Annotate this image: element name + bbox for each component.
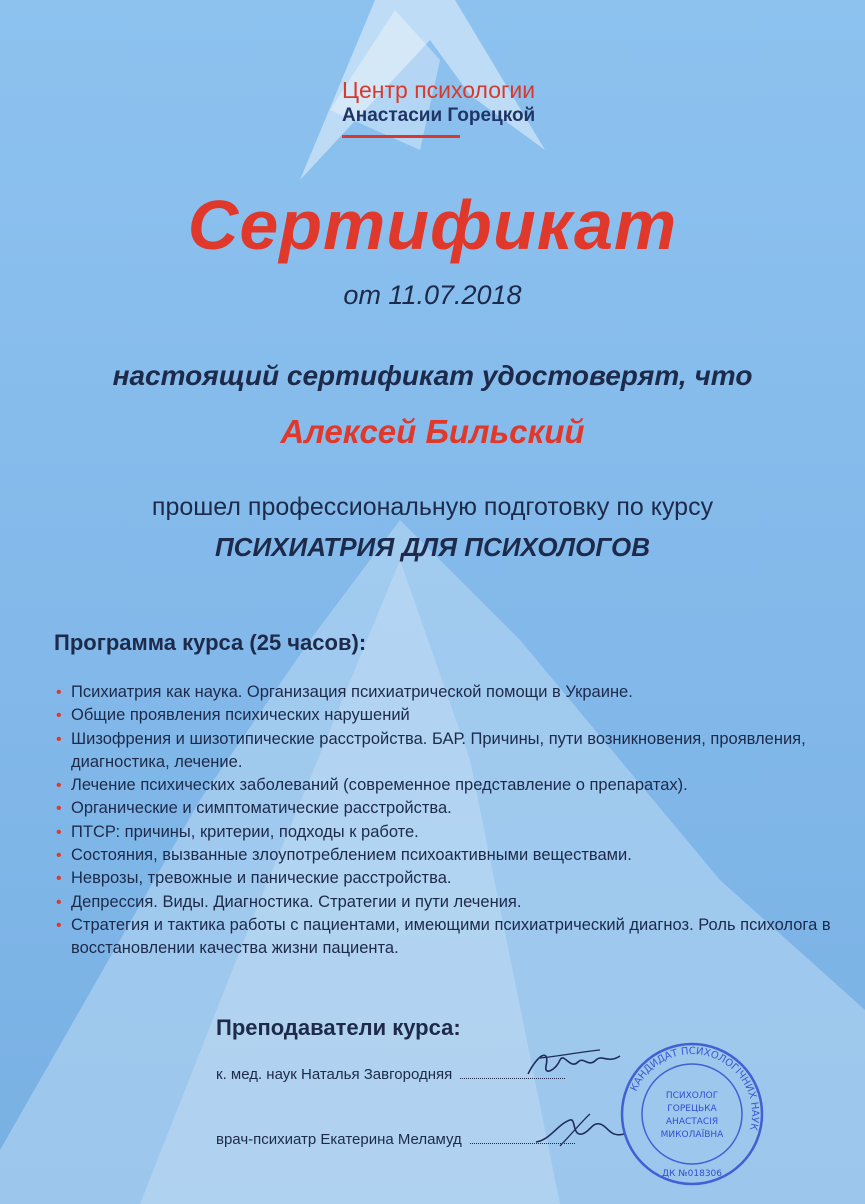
bullet-icon: • <box>56 823 62 841</box>
list-item <box>56 681 836 704</box>
list-item-text: Психиатрия как наука. Организация психиатрической помощи в Украине. <box>71 683 633 701</box>
stamp-line-1: ПСИХОЛОГ <box>665 1091 719 1101</box>
teacher-2 <box>216 1131 575 1148</box>
list-item <box>56 821 836 844</box>
stamp-line-3: АНАСТАСІЯ <box>665 1117 719 1127</box>
center-logo <box>342 76 602 138</box>
logo-underline <box>342 135 460 138</box>
list-item <box>56 774 836 797</box>
stamp-outer-text: КАНДИДАТ ПСИХОЛОГІЧНИХ НАУК <box>628 1045 761 1132</box>
bullet-icon: • <box>56 777 62 795</box>
teachers-title: Преподаватели курса: <box>216 1015 461 1040</box>
list-item <box>56 867 836 890</box>
list-item-text: Неврозы, тревожные и панические расстройства. <box>71 869 452 888</box>
signature-2 <box>530 1110 630 1155</box>
stamp-line-2: ГОРЕЦЬКА <box>667 1104 717 1114</box>
bullet-icon: • <box>56 707 62 725</box>
bullet-icon: • <box>56 847 62 865</box>
list-item <box>56 797 836 820</box>
list-item-text: Состояния, вызванные злоупотреблением психоактивными веществами. <box>71 846 632 865</box>
certificate-date: от 11.07.2018 <box>343 280 522 310</box>
recipient-name: Алексей Бильский <box>280 413 585 450</box>
certifies-text: настоящий сертификат удостоверят, что <box>112 360 753 391</box>
list-item-text: Стратегия и тактика работы с пациентами, имеющими психиатрический диагноз. Роль психолога в восстановлении качества жизни пациента. <box>71 915 831 958</box>
list-item <box>56 844 836 867</box>
program-list <box>56 681 836 961</box>
bullet-icon: • <box>56 800 62 818</box>
teacher-2-name: врач-психиатр Екатерина Меламуд <box>216 1131 462 1148</box>
official-stamp <box>618 1040 766 1188</box>
program-title: Программа курса (25 часов): <box>54 630 367 655</box>
list-item-text: Общие проявления психических нарушений <box>71 706 410 725</box>
bullet-icon: • <box>56 916 62 934</box>
bullet-icon: • <box>56 893 62 911</box>
completed-text: прошел профессиональную подготовку по курсу <box>151 493 714 521</box>
list-item <box>56 728 836 775</box>
list-item-text: Шизофрения и шизотипические расстройства. БАР. Причины, пути возникновения, проявления, диагностика, лечение. <box>71 729 806 771</box>
list-item <box>56 914 836 961</box>
bullet-icon: • <box>56 730 62 748</box>
stamp-bottom-text: ДК №018306 <box>662 1169 722 1179</box>
list-item-text: ПТСР: причины, критерии, подходы к работе. <box>71 822 419 841</box>
list-item-text: Лечение психических заболеваний (современное представление о препаратах). <box>71 776 688 795</box>
list-item <box>56 704 836 727</box>
course-name: ПСИХИАТРИЯ ДЛЯ ПСИХОЛОГОВ <box>214 532 651 562</box>
teacher-1 <box>216 1066 565 1083</box>
certificate-title: Сертификат <box>187 186 678 264</box>
list-item-text: Депрессия. Виды. Диагностика. Стратегии и пути лечения. <box>71 892 522 911</box>
list-item <box>56 891 836 914</box>
list-item-text: Органические и симптоматические расстройства. <box>71 799 452 818</box>
bullet-icon: • <box>56 684 62 701</box>
teacher-1-name: к. мед. наук Наталья Завгородняя <box>216 1066 453 1083</box>
logo-line-1: Центр психологии <box>342 77 536 103</box>
logo-line-2: Анастасии Горецкой <box>342 105 536 126</box>
signature-1 <box>520 1040 630 1085</box>
bullet-icon: • <box>56 870 62 888</box>
stamp-line-4: МИКОЛАЇВНА <box>660 1130 724 1140</box>
